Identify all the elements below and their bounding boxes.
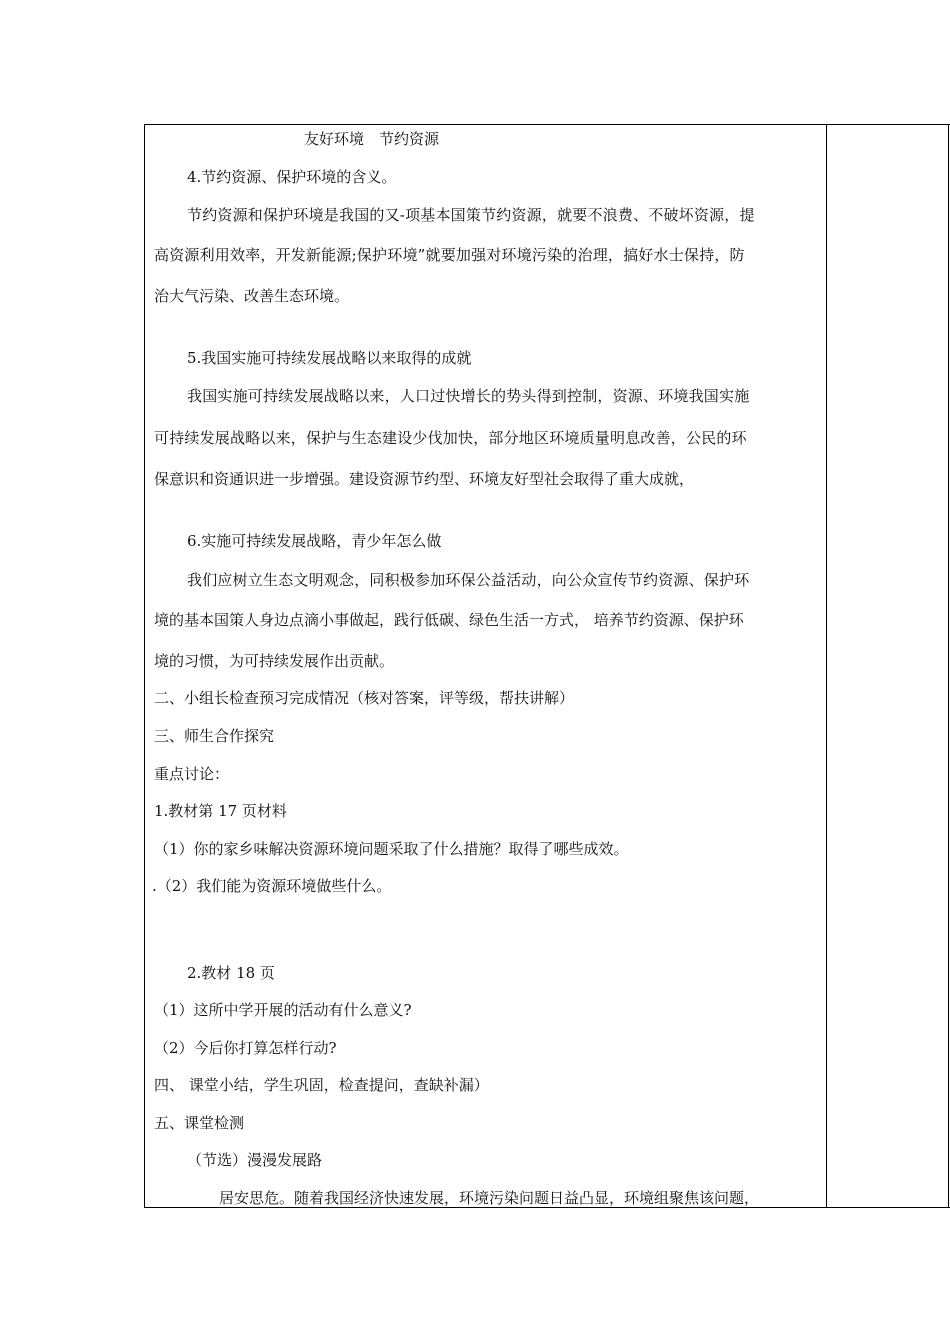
- s5-paragraph-line: 保意识和资通识进一步增强。建设资源节约型、环境友好型社会取得了重大成就，: [154, 470, 695, 488]
- s6-heading: 6.实施可持续发展战略，青少年怎么做: [187, 532, 442, 550]
- s4-paragraph-line: 高资源利用效率，开发新能源;保护环境”就要加强对环境污染的治理，搞好水士保持，防: [154, 246, 745, 264]
- part-two-heading: 二、小组长检查预习完成情况（核对答案，评等级，帮扶讲解）: [154, 689, 575, 707]
- s4-paragraph-line: 治大气污染、改善生态环境。: [154, 287, 350, 305]
- s6-paragraph-line: 我们应树立生态文明观念，同积极参加环保公益活动，向公众宣传节约资源、保护环: [187, 571, 750, 589]
- question-two-item: （2）今后你打算怎样行动?: [154, 1039, 337, 1057]
- table-right-border: [948, 124, 949, 1208]
- question-two-item: （1）这所中学开展的活动有什么意义?: [154, 1001, 412, 1019]
- question-one-heading: 1.教材第 17 页材料: [154, 802, 287, 820]
- part-three-heading: 三、师生合作探究: [154, 727, 275, 745]
- s4-paragraph-line: 节约资源和保护环境是我国的又-项基本国策节约资源，就要不浪费、不破坏资源，提: [187, 206, 755, 224]
- s6-paragraph-line: 境的基本国策人身边点滴小事做起，践行低碳、绿色生活一方式， 培养节约资源、保护环: [154, 611, 744, 629]
- part-four-heading: 四、 课堂小结，学生巩固，检查提问，查缺补漏）: [154, 1076, 489, 1094]
- s5-paragraph-line: 可持续发展战略以来，保护与生态建设少伐加快，部分地区环境质量明息改善，公民的环: [154, 429, 747, 447]
- excerpt-title: （节选）漫漫发展路: [187, 1151, 323, 1169]
- question-one-item: .（2）我们能为资源环境做些什么。: [152, 877, 392, 895]
- s6-paragraph-line: 境的习惯，为可持续发展作出贡献。: [154, 652, 395, 670]
- part-five-heading: 五、课堂检测: [154, 1114, 245, 1132]
- column-divider: [826, 124, 827, 1208]
- s5-heading: 5.我国实施可持续发展战略以来取得的成就: [187, 349, 472, 367]
- question-two-heading: 2.教材 18 页: [187, 964, 275, 982]
- s5-paragraph-line: 我国实施可持续发展战略以来，人口过快增长的势头得到控制，资源、环境我国实施: [187, 387, 750, 405]
- s4-heading: 4.节约资源、保护环境的含义。: [187, 168, 397, 186]
- key-discussion-label: 重点讨论：: [154, 765, 230, 783]
- question-one-item: （1）你的家乡味解决资源环境问题采取了什么措施？取得了哪些成效。: [154, 840, 629, 858]
- section-title: 友好环境 节约资源: [304, 130, 440, 148]
- excerpt-paragraph-line: 居安思危。随着我国经济快速发展，环境污染问题日益凸显，环境组聚焦该问题，: [219, 1189, 760, 1207]
